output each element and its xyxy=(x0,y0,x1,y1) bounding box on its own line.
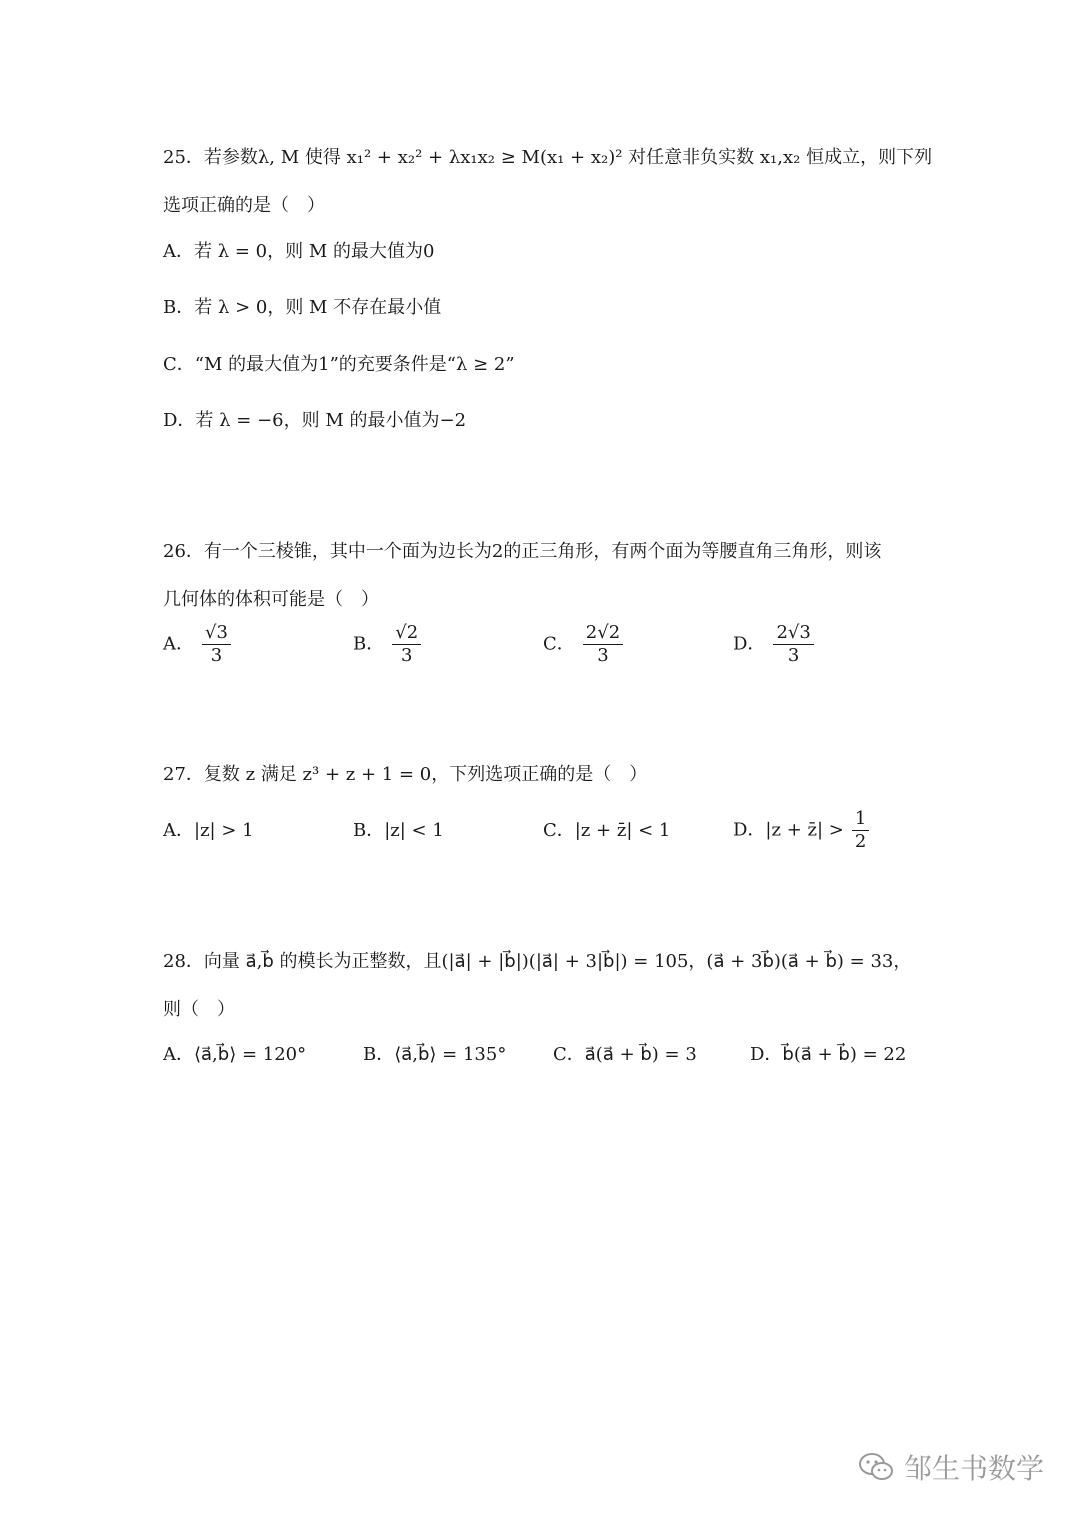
q26-option-a xyxy=(163,622,231,667)
watermark xyxy=(858,1447,1044,1487)
fraction-numerator: 2√3 xyxy=(773,622,813,645)
q26-stem-line2: 几何体的体积可能是（ ） xyxy=(163,589,379,610)
q27-option-d xyxy=(733,808,869,853)
q25-option-b: B．若 λ > 0，则 M 不存在最小值 xyxy=(163,297,442,318)
fraction-denominator: 2 xyxy=(854,831,867,852)
q27-option-c: C．|z + z̄| < 1 xyxy=(543,820,671,841)
option-text: D．|z + z̄| > xyxy=(733,819,844,841)
q28-option-b: B．⟨a⃗,b⃗⟩ = 135° xyxy=(363,1044,507,1065)
q26-option-b xyxy=(353,622,421,667)
fraction xyxy=(852,808,869,853)
q28-option-c: C．a⃗(a⃗ + b⃗) = 3 xyxy=(553,1044,697,1065)
q25-stem-line1: 25．若参数λ, M 使得 x₁² + x₂² + λx₁x₂ ≥ M(x₁ + x₂)² 对任意非负实数 x₁,x₂ 恒成立，则下列 xyxy=(163,147,933,168)
q28-option-a: A．⟨a⃗,b⃗⟩ = 120° xyxy=(163,1044,307,1065)
fraction-numerator: 1 xyxy=(852,808,869,831)
q28-stem-line1: 28．向量 a⃗,b⃗ 的模长为正整数，且(|a⃗| + |b⃗|)(|a⃗| + 3|b⃗|) = 105，(a⃗ + 3b⃗)(a⃗ + b⃗) = 33， xyxy=(163,951,912,972)
fraction-denominator: 3 xyxy=(787,645,800,666)
wechat-icon xyxy=(858,1452,894,1482)
watermark-text: 邹生书数学 xyxy=(903,1452,1044,1485)
fraction-denominator: 3 xyxy=(210,645,223,666)
q27-stem: 27．复数 z 满足 z³ + z + 1 = 0，下列选项正确的是（ ） xyxy=(163,764,648,785)
option-label: A． xyxy=(163,633,194,655)
q25-stem-line2: 选项正确的是（ ） xyxy=(163,195,325,216)
q25-option-a: A．若 λ = 0，则 M 的最大值为0 xyxy=(163,241,435,262)
fraction-numerator: √2 xyxy=(392,622,421,645)
q26-option-d xyxy=(733,622,814,667)
fraction xyxy=(202,622,231,667)
q27-option-a: A．|z| > 1 xyxy=(163,820,254,841)
option-label: C． xyxy=(543,633,575,655)
q26-option-c xyxy=(543,622,623,667)
fraction-numerator: 2√2 xyxy=(583,622,623,645)
fraction-numerator: √3 xyxy=(202,622,231,645)
option-label: B． xyxy=(353,633,385,655)
fraction xyxy=(392,622,421,667)
q25-option-c: C．“M 的最大值为1”的充要条件是“λ ≥ 2” xyxy=(163,354,515,375)
fraction-denominator: 3 xyxy=(597,645,609,666)
fraction xyxy=(583,622,623,667)
option-label: D． xyxy=(733,633,766,655)
q25-option-d: D．若 λ = −6，则 M 的最小值为−2 xyxy=(163,410,467,431)
q28-option-d: D．b⃗(a⃗ + b⃗) = 22 xyxy=(750,1044,907,1065)
q28-stem-line2: 则（ ） xyxy=(163,999,235,1020)
fraction-denominator: 3 xyxy=(400,645,413,666)
fraction xyxy=(773,622,813,667)
q26-stem-line1: 26．有一个三棱锥，其中一个面为边长为2的正三角形，有两个面为等腰直角三角形，则该 xyxy=(163,541,882,562)
q27-option-b: B．|z| < 1 xyxy=(353,820,444,841)
